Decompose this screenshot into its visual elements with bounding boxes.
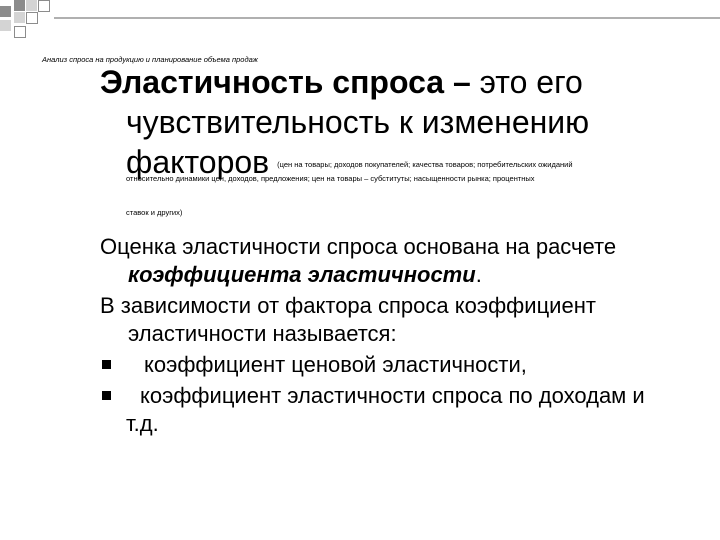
list-item-text: коэффициент эластичности спроса по доходам и [140,383,645,408]
slide-body [100,233,710,441]
title-rest: это его [470,64,583,100]
title-line-2: чувствительность к изменению [126,104,590,140]
square-bullet-icon [102,360,111,369]
paragraph-line: Оценка эластичности спроса основана на расчете [100,234,617,259]
paragraph-line: эластичности называется: [128,321,397,346]
title-factors-word: факторов [126,144,270,180]
period: . [475,262,482,287]
factors-note-part1: (цен на товары; доходов покупателей; качества товаров; потребительских ожиданий [277,160,573,169]
deco-square [14,0,25,11]
header-rule [54,17,720,19]
paragraph-estimation [100,233,710,289]
paragraph-line: В зависимости от фактора спроса коэффициент [100,293,596,318]
deco-square [14,12,25,23]
deco-square [0,20,11,31]
paragraph-dependency [100,292,710,348]
factors-note-part2: относительно динамики цен, доходов, предложения; цен на товары – субституты; насыщенности рынка; процентных [126,174,535,183]
slide-caption: Анализ спроса на продукцию и планирование объема продаж [42,55,258,64]
title-line-1 [100,62,700,102]
coefficient-term: коэффициента эластичности [128,262,476,287]
deco-square [38,0,50,12]
paragraph-line [100,261,710,289]
title-term: Эластичность спроса – [100,64,471,100]
list-item [100,351,710,379]
deco-square [26,0,37,11]
deco-square [14,26,26,38]
slide-title [100,62,700,185]
deco-square [26,12,38,24]
square-bullet-icon [102,391,111,400]
factors-note-part3: ставок и других) [126,208,183,217]
deco-square [0,6,11,17]
list-item-text: коэффициент ценовой эластичности, [144,352,527,377]
list-item-text-continued: т.д. [126,411,159,436]
list-item [100,382,710,438]
